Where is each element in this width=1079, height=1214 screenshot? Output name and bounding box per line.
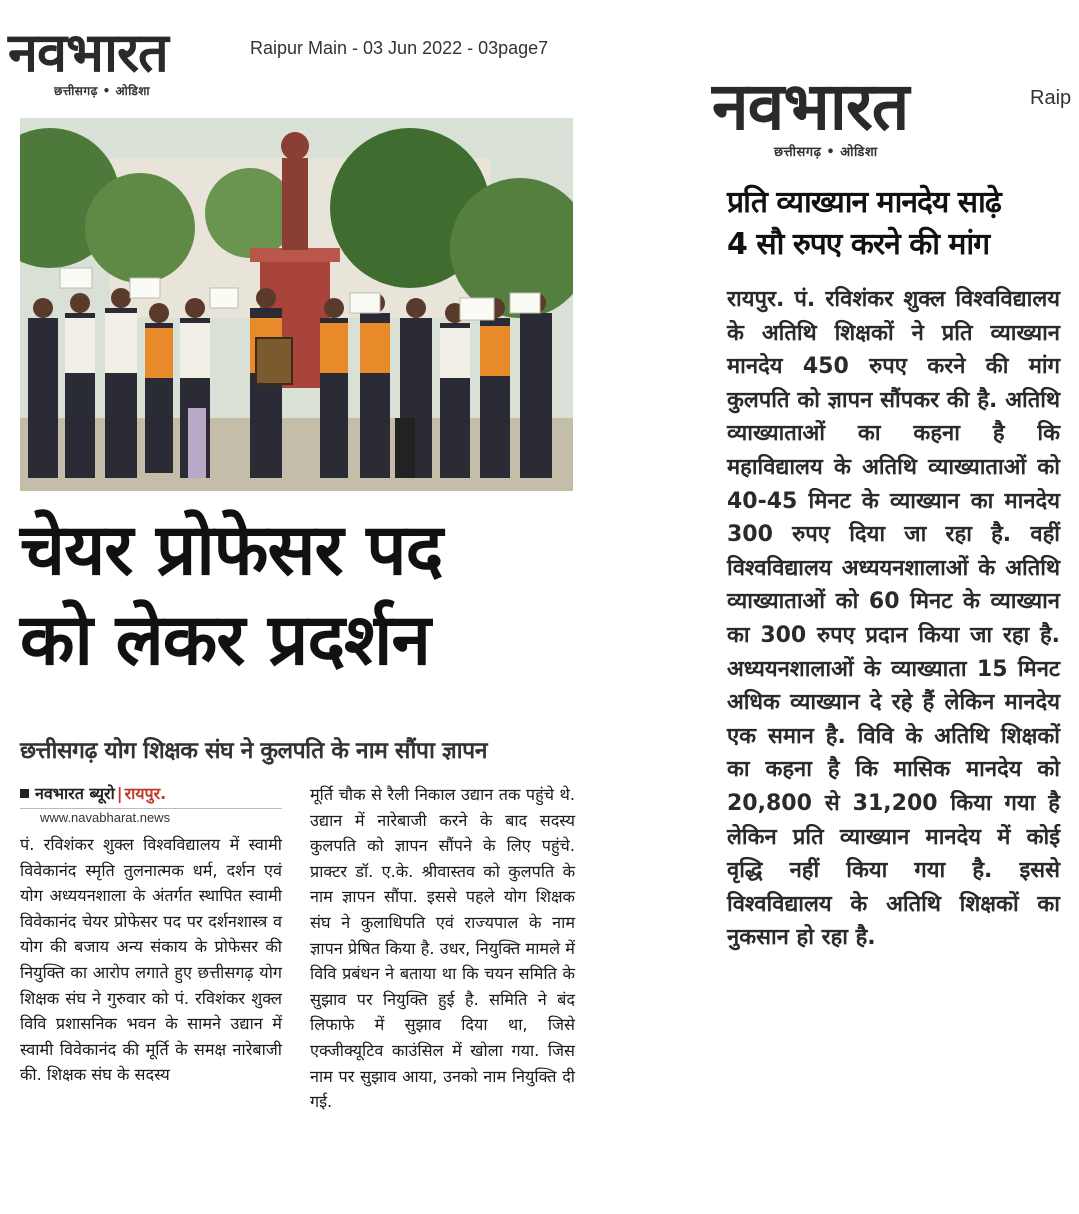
newspaper-logo: नवभारत [712,68,909,145]
newspaper-logo: नवभारत [8,21,168,84]
article-paragraph: रायपुर. पं. रविशंकर शुक्ल विश्वविद्यालय के अतिथि शिक्षकों ने प्रति व्याख्यान मानदेय 450 रुपए करने की मांग कुलपति को ज्ञापन सौंपकर की है. अतिथि व्याख्याताओं का कहना है कि महाविद्यालय के अतिथि व्याख्याताओं को 40-45 मिनट के व्याख्यान का मानदेय 300 रुपए दिया जा रहा है. वहीं विश्वविद्यालय अध्ययनशालाओं के अतिथि व्याख्याताओं को 60 मिनट के व्याख्यान का 300 रुपए प्रदान किया जा रहा है. अध्ययनशालाओं के व्याख्याता 15 मिनट अधिक व्याख्यान दे रहे हैं लेकिन मानदेय एक समान है. विवि के अतिथि शिक्षकों का कहना है कि मासिक मानदेय को 20,800 से 31,200 किया गया है लेकिन प्रति व्याख्यान मानदेय में कोई वृद्धि नहीं किया गया है. इससे विश्वविद्यालय के अतिथि शिक्षकों का नुकसान हो रहा है. [727,287,1060,951]
bullet-square-icon [20,789,29,798]
headline-line-1: चेयर प्रोफेसर पद [20,508,443,591]
byline-separator: | [116,784,123,803]
right-masthead [712,68,1012,166]
subheadline: छत्तीसगढ़ योग शिक्षक संघ ने कुलपति के नाम सौंपा ज्ञापन [20,738,487,764]
website-url: www.navabharat.news [40,810,171,825]
article-paragraph: मूर्ति चौक से रैली निकाल उद्यान तक पहुंचे थे. उद्यान में नारेबाजी करने के बाद सदस्य कुलपति को ज्ञापन सौंपने के लिए पहुंचे. प्राक्टर डॉ. ए.के. श्रीवास्तव को कुलपति के नाम ज्ञापन सौंपा. इससे पहले योग शिक्षक संघ ने कुलाधिपति एवं राज्यपाल के नाम ज्ञापन प्रेषित किया है. उधर, नियुक्ति मामले में विवि प्रबंधन ने बताया था कि चयन समिति के सुझाव पर नियुक्ति हुई है. समिति ने बंद लिफाफे में सुझाव दिया था, जिसे एक्जीक्यूटिव काउंसिल में खोला गया. जिस नाम पर सुझाव आया, उनको नाम नियुक्ति दी गई. [310,785,575,1112]
article-column-1 [20,832,282,1088]
article-column-2 [310,782,575,1115]
headline-line-1: प्रति व्याख्यान मानदेय साढ़े [727,185,1001,220]
byline-city: रायपुर. [124,784,167,803]
headline-line-2: 4 सौ रुपए करने की मांग [727,227,990,262]
byline-bureau: नवभारत ब्यूरो [35,784,115,803]
headline-line-2: को लेकर प्रदर्शन [20,598,430,681]
masthead-region: छत्तीसगढ़ • ओडिशा [54,84,151,98]
right-headline [727,182,1067,266]
edition-line: Raipur Main - 03 Jun 2022 - 03page7 [250,38,549,58]
article-paragraph: पं. रविशंकर शुक्ल विश्वविद्यालय में स्वामी विवेकानंद स्मृति तुलनात्मक धर्म, दर्शन एवं योग अध्ययनशाला के अंतर्गत स्थापित स्वामी विवेकानंद चेयर प्रोफेसर पद पर दर्शनशास्त्र व योग की बजाय अन्य संकाय के प्रोफेसर की नियुक्ति का आरोप लगाते हुए छत्तीसगढ़ योग शिक्षक संघ ने गुरुवार को पं. रविशंकर शुक्ल विवि प्रशासनिक भवन के सामने उद्यान में स्वामी विवेकानंद की मूर्ति के समक्ष नारेबाजी की. शिक्षक संघ के सदस्य [20,835,282,1085]
main-headline [20,505,580,685]
protest-photo [20,118,573,491]
left-masthead [8,21,238,98]
masthead-region: छत्तीसगढ़ • ओडिशा [774,145,878,160]
right-article-body [727,283,1060,955]
edition-line: Raip [1030,87,1072,109]
byline [20,782,282,809]
